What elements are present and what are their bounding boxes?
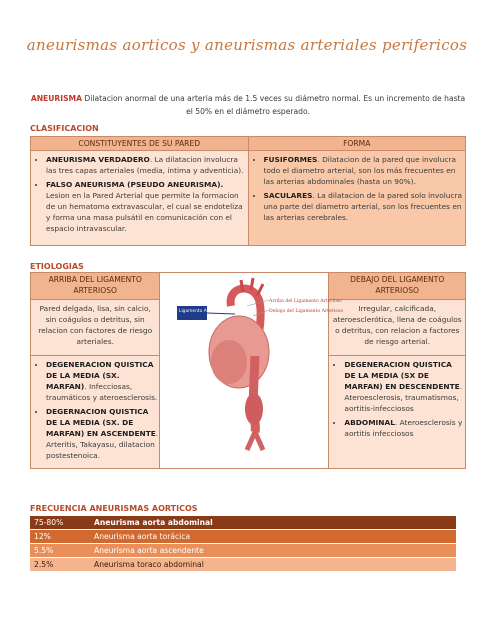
intro-keyword: ANEURISMA xyxy=(30,94,82,103)
list-item: • DEGENERACION QUISTICA DE LA MEDIA (SX. MARFAN). Infecciosas, traumáticos y ateroesclerosis. xyxy=(46,359,158,403)
list-item: • SACULARES. La dilatacion de la pared solo involucra una parte del diametro arterial, son los frecuentes en las arterias cerebrales. xyxy=(264,190,465,223)
debajo-list-cell xyxy=(329,356,466,469)
etiologias-heading: ETIOLOGIAS xyxy=(30,262,84,271)
table-row: 75-80% Aneurisma aorta abdominal xyxy=(30,516,456,530)
above-label: Arriba del Ligamento Arterioso xyxy=(269,299,343,304)
list-item: • ANEURISMA VERDADERO. La dilatacion involucra las tres capas arteriales (media, íntima y adventicia). xyxy=(46,154,247,176)
list-item: • DEGENERACION QUISTICA DE LA MEDIA (SX DE MARFAN) EN DESCENDENTE. Ateroesclerosis, traumatismos, aortitis-infecciosos xyxy=(344,359,464,414)
page-title: aneurismas aorticos y aneurismas arteriales perifericos xyxy=(26,36,468,54)
intro-text: Dilatacion anormal de una arteria más de 1.5 veces su diámetro normal. Es un incremento de hasta el 50% en el diámetro esperado. xyxy=(81,94,466,116)
clasificacion-heading: CLASIFICACION xyxy=(30,124,99,133)
list-item: • FUSIFORMES. Dilatacion de la pared que involucra todo el diametro arterial, son los más frecuentes en las arterias abdominales (hasta un 90%). xyxy=(264,154,465,187)
list-item: • ABDOMINAL. Ateroesclerosis y aortitis infecciosos xyxy=(344,417,464,439)
table-row: 5.5% Aneurisma aorta ascendente xyxy=(30,544,456,558)
pared-cell xyxy=(31,151,249,246)
frecuencia-heading: FRECUENCIA ANEURISMAS AORTICOS xyxy=(30,504,198,513)
header-arriba: ARRIBA DEL LIGAMENTO ARTERIOSO xyxy=(31,273,160,300)
frecuencia-table xyxy=(30,516,456,572)
arriba-desc: Pared delgada, lisa, sin calcio, sin coágulos o detritus, sin relacion con factores de riesgo arteriales. xyxy=(31,300,160,356)
list-item: • FALSO ANEURISMA (PSEUDO ANEURISMA). Lesion en la Pared Arterial que permite la formacion de un hematoma extravascular, el cual se endoteliza y forma una masa pulsátil en comunicación con el espacio intravascular. xyxy=(46,179,247,234)
table-row: 2.5% Aneurisma toraco abdominal xyxy=(30,558,456,572)
debajo-desc: Irregular, calcificada, ateroesclerótica, llena de coágulos o detritus, con relacion a factores de riesgo arterial. xyxy=(329,300,466,356)
below-label: Debajo del Ligamento Arterioso xyxy=(269,309,344,314)
col-header-forma: FORMA xyxy=(248,137,466,151)
tag-label: Ligamento Arterioso xyxy=(179,309,225,314)
col-header-pared: CONSTITUYENTES DE SU PARED xyxy=(31,137,249,151)
aorta-image xyxy=(160,273,344,469)
clasificacion-table xyxy=(30,136,466,246)
list-item: • DEGERNACION QUISTICA DE LA MEDIA (SX. DE MARFAN) EN ASCENDENTE. Arteritis, Takayasu, dilatacion postestenoica. xyxy=(46,406,158,461)
table-row: 12% Aneurisma aorta torácica xyxy=(30,530,456,544)
forma-cell xyxy=(248,151,466,246)
arriba-list-cell xyxy=(31,356,160,469)
intro-paragraph xyxy=(30,92,466,118)
header-debajo: DEBAJO DEL LIGAMENTO ARTERIOSO xyxy=(329,273,466,300)
aorta-diagram-icon xyxy=(161,274,344,464)
etiologias-table xyxy=(30,272,466,469)
